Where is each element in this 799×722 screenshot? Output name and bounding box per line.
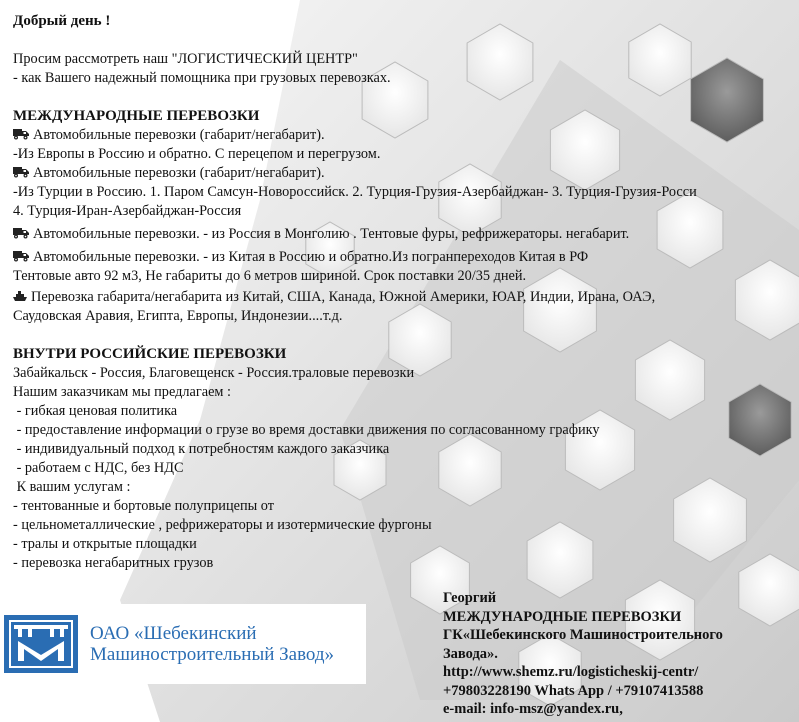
signature-name: Георгий	[443, 590, 497, 606]
domestic-heading: ВНУТРИ РОССИЙСКИЕ ПЕРЕВОЗКИ	[13, 346, 287, 362]
intl-item-8-text: Тентовые авто 92 м3, Не габариты до 6 метров шириной. Срок поставки 20/35 дней.	[13, 268, 527, 284]
intro-line-2: - как Вашего надежный помощника при грузовых перевозках.	[13, 70, 391, 86]
signature-phones: +79803228190 Whats App / +79107413588	[443, 682, 704, 699]
ship-icon	[13, 290, 27, 302]
intl-item-2-text: -Из Европы в Россию и обратно. С перецепом и перегрузом.	[13, 146, 381, 162]
signature-department: МЕЖДУНАРОДНЫЕ ПЕРЕВОЗКИ	[443, 608, 682, 625]
intl-item-3-text: Автомобильные перевозки (габарит/негабарит).	[33, 165, 325, 181]
intl-item-10-text: Саудовская Аравия, Египта, Европы, Индонезии....т.д.	[13, 308, 343, 324]
domestic-line-1: Забайкальск - Россия, Благовещенск - Россия.траловые перевозки	[13, 365, 415, 381]
domestic-line-5: - индивидуальный подход к потребностям каждого заказчика	[13, 441, 390, 457]
domestic-line-4: - предоставление информации о грузе во время доставки движения по согласованному графику	[13, 422, 600, 438]
domestic-line-7: К вашим услугам :	[13, 479, 131, 495]
domestic-line-8: - тентованные и бортовые полуприцепы от	[13, 498, 274, 514]
domestic-line-6: - работаем с НДС, без НДС	[13, 460, 184, 476]
domestic-line-2: Нашим заказчикам мы предлагаем :	[13, 384, 232, 400]
signature-company-1: ГК«Шебекинского Машиностроительного	[443, 627, 723, 643]
intl-item-5-text: 4. Турция-Иран-Азербайджан-Россия	[13, 203, 242, 219]
domestic-line-3: - гибкая ценовая политика	[13, 403, 178, 419]
signature-url-link[interactable]: http://www.shemz.ru/logisticheskij-centr/	[443, 664, 699, 680]
intl-item-3	[13, 164, 799, 183]
truck-icon	[13, 166, 29, 178]
letter-body	[13, 12, 799, 573]
logo-name-line-2: Машиностроительный Завод»	[90, 644, 335, 665]
factory-logo-icon	[4, 615, 78, 673]
intl-item-4-text: -Из Турции в Россию. 1. Паром Самсун-Новороссийск. 2. Турция-Грузия-Азербайджан- 3. Турция-Грузия-Росси	[13, 184, 697, 200]
domestic-line-10: - тралы и открытые площадки	[13, 536, 197, 552]
signature-email[interactable]: e-mail: info-msz@yandex.ru,	[443, 701, 623, 717]
intl-item-9	[13, 288, 799, 307]
domestic-line-11: - перевозка негабаритных грузов	[13, 555, 214, 571]
intro-line-1: Просим рассмотреть наш "ЛОГИСТИЧЕСКИЙ ЦЕНТР"	[13, 51, 358, 67]
intl-item-1	[13, 126, 799, 145]
truck-icon	[13, 128, 29, 140]
truck-icon	[13, 227, 29, 239]
intl-item-7	[13, 248, 799, 267]
intl-item-9-text: Перевозка габарита/негабарита из Китай, США, Канада, Южной Америки, ЮАР, Индии, Ирана, ОАЭ,	[31, 289, 656, 305]
domestic-line-9: - цельнометаллические , рефрижераторы и изотермические фургоны	[13, 517, 432, 533]
signature-block	[443, 589, 723, 719]
intl-item-1-text: Автомобильные перевозки (габарит/негабарит).	[33, 127, 325, 143]
intl-item-7-text: Автомобильные перевозки. - из Китая в Россию и обратно.Из погранпереходов Китая в РФ	[33, 249, 589, 265]
intl-item-6-text: Автомобильные перевозки. - из Россия в Монголию . Тентовые фуры, рефрижераторы. негабарит.	[33, 226, 630, 242]
greeting: Добрый день !	[13, 13, 111, 29]
truck-icon	[13, 250, 29, 262]
signature-company-2: Завода».	[443, 645, 498, 662]
logo-name-line-1: ОАО «Шебекинский	[90, 623, 257, 644]
company-logo	[0, 604, 366, 684]
intl-item-6	[13, 225, 799, 244]
international-heading: МЕЖДУНАРОДНЫЕ ПЕРЕВОЗКИ	[13, 108, 260, 124]
